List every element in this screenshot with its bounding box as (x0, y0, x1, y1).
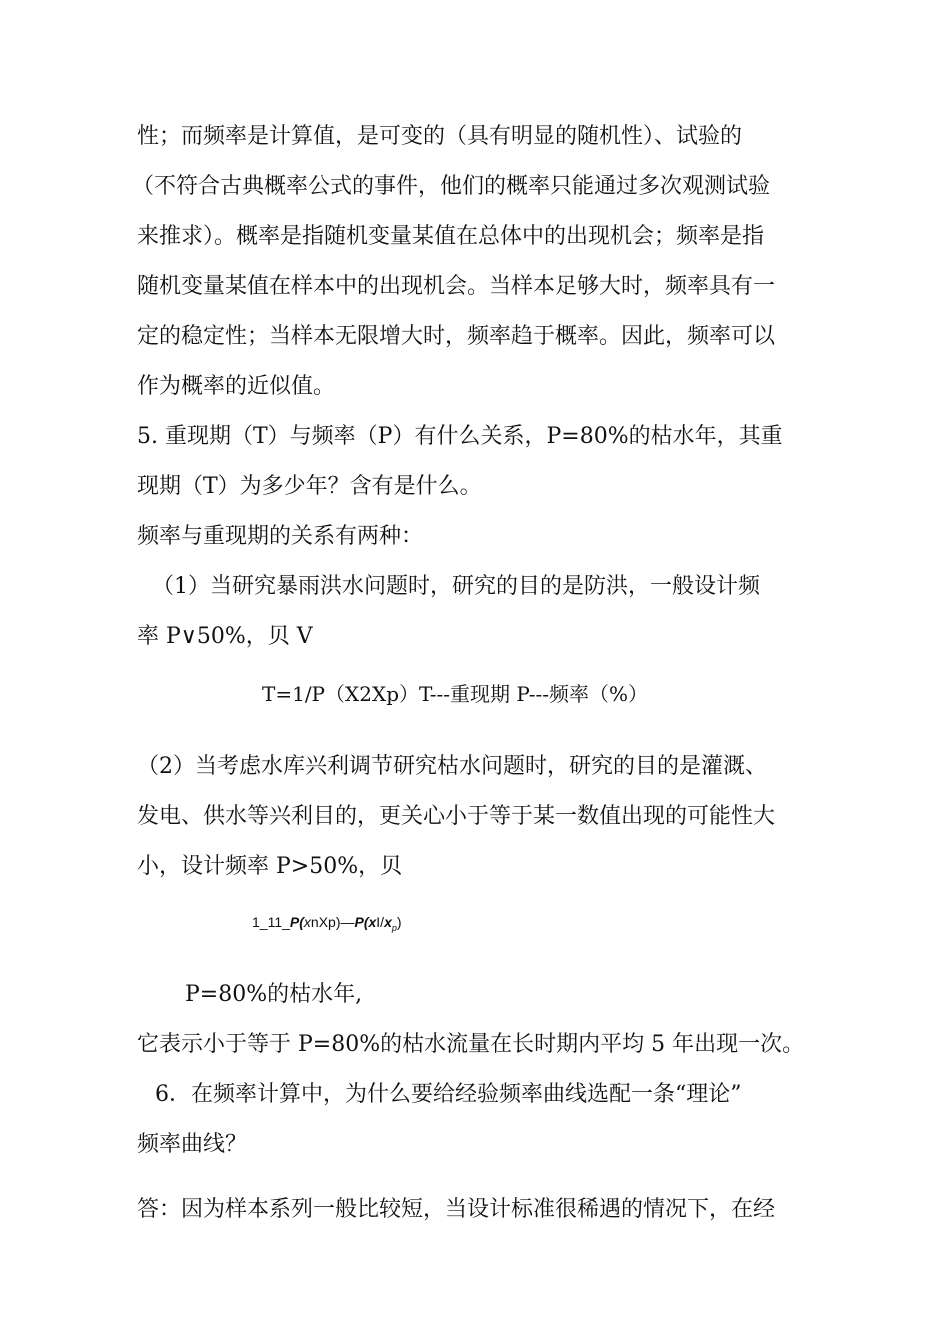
question-5-line: 5. 重现期（T）与频率（P）有什么关系，P=80%的枯水年，其重 (137, 424, 783, 449)
formula-xp: x (384, 914, 392, 930)
formula-p: P( (354, 914, 369, 930)
question-6-line: 频率曲线？ (137, 1132, 248, 1157)
answer-5-case-1: （1）当研究暴雨洪水问题时，研究的目的是防洪，一般设计频 (152, 574, 760, 599)
paragraph-line: 来推求）。概率是指随机变量某值在总体中的出现机会；频率是指 (137, 224, 765, 249)
paragraph-line: （不符合古典概率公式的事件，他们的概率只能通过多次观测试验 (132, 174, 771, 199)
formula-x: x (368, 914, 377, 930)
paragraph-line: 性；而频率是计算值，是可变的（具有明显的随机性）、试验的 (137, 124, 743, 149)
formula-return-period-flood: T=1/P（X2Xp）T---重现期 P---频率（%） (262, 682, 649, 706)
formula-x: x (303, 914, 311, 930)
question-6-line: 6．在频率计算中，为什么要给经验频率曲线选配一条“理论” (155, 1082, 742, 1107)
question-5-line: 现期（T）为多少年？含有是什么。 (137, 474, 482, 499)
formula-return-period-drought (252, 912, 402, 938)
answer-5-case-1: 率 P∨50%，贝 V (137, 624, 313, 649)
answer-6-line: 答：因为样本系列一般比较短，当设计标准很稀遇的情况下，在经 (137, 1197, 776, 1222)
formula-mid: nXp)— (310, 914, 355, 930)
answer-5-case-2: （2）当考虑水库兴利调节研究枯水问题时，研究的目的是灌溉、 (137, 754, 767, 779)
formula-rest: I/ (376, 914, 385, 930)
paragraph-line: 作为概率的近似值。 (137, 374, 336, 399)
paragraph-line: 随机变量某值在样本中的出现机会。当样本足够大时，频率具有一 (137, 274, 776, 299)
formula-subscript: p (391, 922, 397, 933)
formula-prefix: 1_11_ (252, 914, 290, 930)
answer-5-intro: 频率与重现期的关系有两种： (137, 524, 424, 549)
formula-p: P( (289, 914, 304, 930)
answer-5-case-2: 小，设计频率 P>50%，贝 (137, 854, 403, 879)
paragraph-line: 定的稳定性；当样本无限增大时，频率趋于概率。因此，频率可以 (137, 324, 776, 349)
answer-5-conclusion: 它表示小于等于 P=80%的枯水流量在长时期内平均 5 年出现一次。 (137, 1032, 805, 1057)
formula-close: ) (396, 914, 402, 930)
answer-5-case-2: 发电、供水等兴利目的，更关心小于等于某一数值出现的可能性大 (137, 804, 776, 829)
answer-5-example: P=80%的枯水年, (185, 982, 363, 1007)
